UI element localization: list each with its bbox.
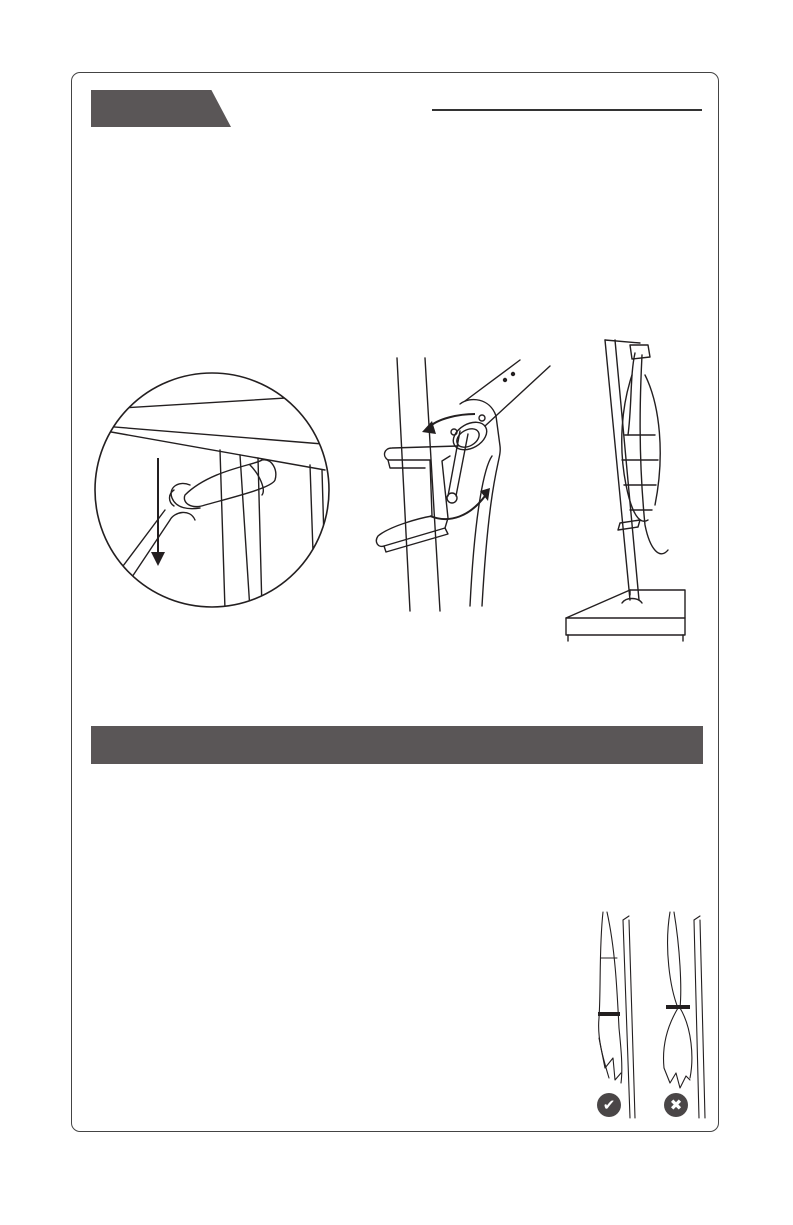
step-tab (91, 90, 231, 127)
check-icon: ✔ (597, 1093, 621, 1117)
umbrella-closed-figure (560, 335, 695, 647)
cross-icon: ✖ (664, 1093, 688, 1117)
crank-rotation-figure (370, 356, 555, 616)
strap-incorrect-figure (652, 908, 712, 1118)
strap-correct-figure (585, 908, 645, 1118)
crank-closeup-figure (90, 370, 335, 610)
section-header (91, 726, 703, 764)
header-rule (432, 109, 702, 111)
